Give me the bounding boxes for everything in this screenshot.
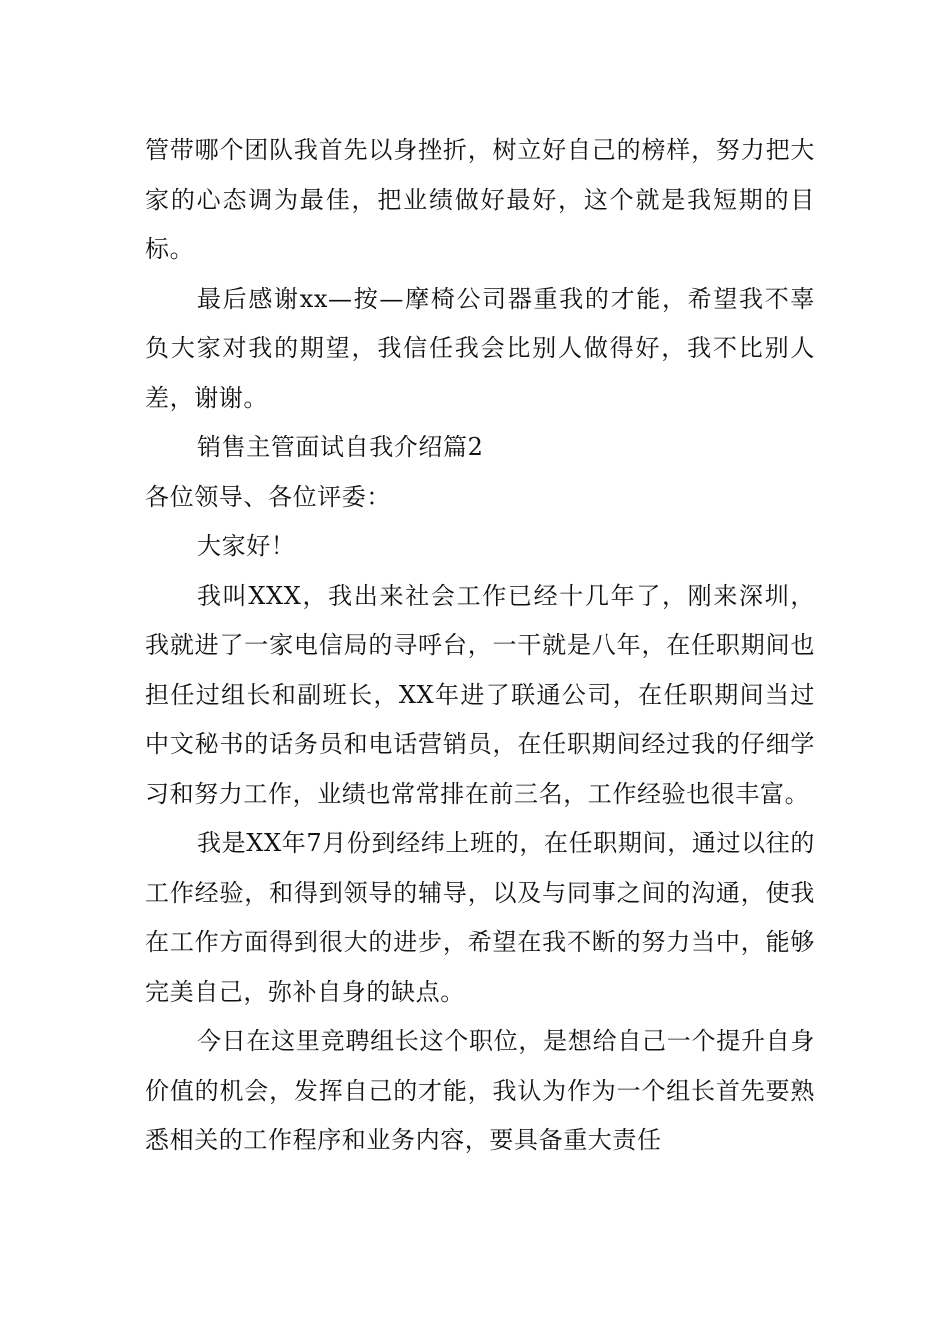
document-body [145, 126, 815, 1166]
paragraph-continuation: 管带哪个团队我首先以身挫折，树立好自己的榜样，努力把大家的心态调为最佳，把业绩做好最好，这个就是我短期的目标。 [145, 136, 815, 263]
paragraph-thanks: 最后感谢xx—按—摩椅公司器重我的才能，希望我不辜负大家对我的期望，我信任我会比别人做得好，我不比别人差，谢谢。 [145, 284, 815, 412]
paragraph-jingwei: 我是XX年7月份到经纬上班的，在任职期间，通过以往的工作经验，和得到领导的辅导，以及与同事之间的沟通，使我在工作方面得到很大的进步，希望在我不断的努力当中，能够完美自己，弥补自身的缺点。 [145, 829, 815, 1006]
paragraph-experience: 我叫XXX，我出来社会工作已经十几年了，刚来深圳，我就进了一家电信局的寻呼台，一干就是八年，在任职期间也担任过组长和副班长，XX年进了联通公司，在任职期间当过中文秘书的话务员和电话营销员，在任职期间经过我的仔细学习和努力工作，业绩也常常排在前三名，工作经验也很丰富。 [145, 581, 815, 808]
salutation: 各位领导、各位评委： [145, 482, 391, 511]
greeting: 大家好！ [197, 532, 296, 560]
section-heading: 销售主管面试自我介绍篇2 [197, 433, 484, 461]
paragraph-competition: 今日在这里竞聘组长这个职位，是想给自己一个提升自身价值的机会，发挥自己的才能，我认为作为一个组长首先要熟悉相关的工作程序和业务内容，要具备重大责任 [145, 1027, 815, 1154]
